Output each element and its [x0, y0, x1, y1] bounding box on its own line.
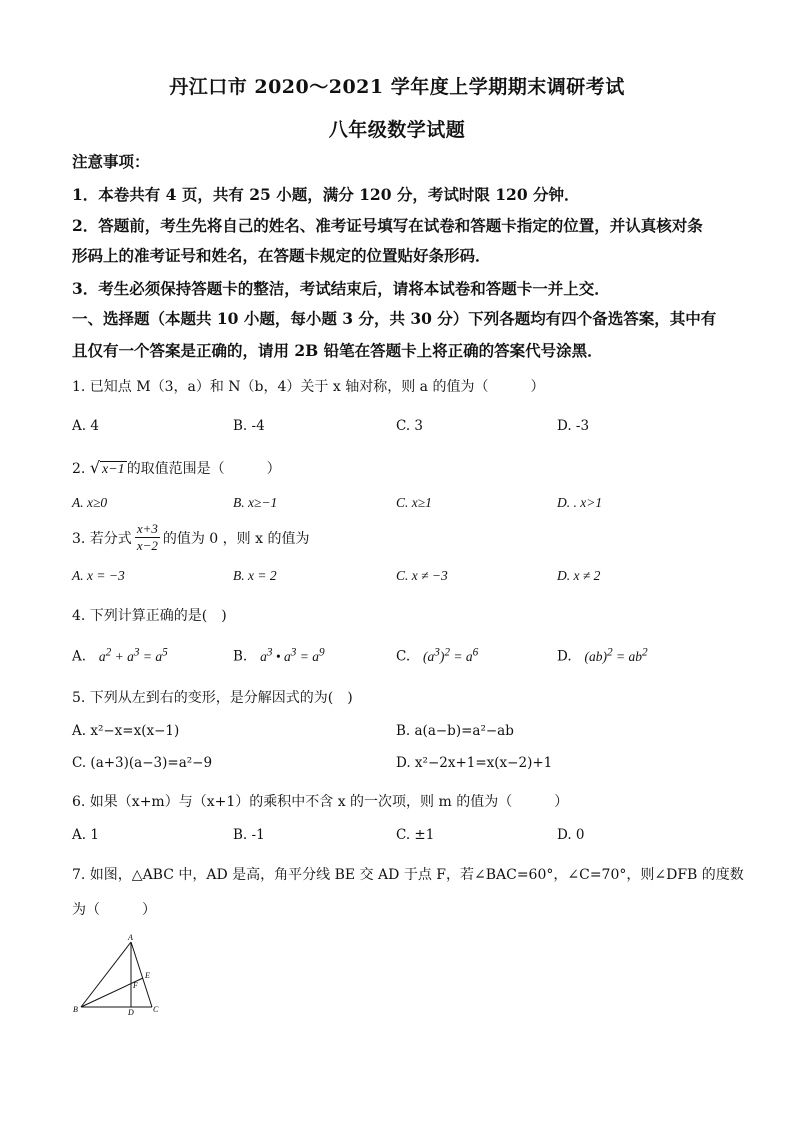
exam-subtitle: 八年级数学试题 [328, 119, 466, 141]
term: = a [139, 648, 163, 664]
exponent: 2 [607, 646, 613, 658]
exponent: 9 [318, 646, 325, 658]
term: = ab [612, 648, 643, 664]
question-5-stem: 5. 下列从左到右的变形，是分解因式的为( ) [72, 690, 353, 706]
side-ab [81, 942, 131, 1007]
q3-option-a: A. x = −3 [72, 568, 125, 583]
exponent: 2 [642, 646, 648, 658]
option-label: D. [557, 648, 572, 665]
term: + a [111, 648, 134, 664]
triangle-figure [70, 932, 170, 1022]
q2-suffix: 的取值范围是（ ） [126, 461, 281, 477]
exam-title: 丹江口市 2020～2021 学年度上学期期末调研考试 [169, 76, 625, 98]
q5-option-c: C. (a+3)(a−3)=a²−9 [72, 755, 213, 771]
q5-option-a: A. x²−x=x(x−1) [72, 723, 180, 739]
exponent: 3 [434, 646, 440, 658]
notes-heading: 注意事项： [72, 152, 150, 171]
label-b: B [73, 1005, 78, 1014]
q4-option-a [72, 646, 168, 665]
exponent: 5 [162, 646, 168, 658]
exponent: 6 [472, 646, 479, 658]
q5-option-d: D. x²−2x+1=x(x−2)+1 [396, 755, 553, 771]
q3-option-c: C. x ≠ −3 [396, 568, 448, 583]
term: = a [450, 648, 473, 664]
q2-option-a: A. x≥0 [72, 495, 108, 510]
term: (a [423, 648, 435, 664]
q2-option-d: D. . x>1 [557, 495, 603, 510]
exponent: 2 [105, 646, 112, 658]
q4-option-d [557, 646, 648, 665]
question-2-stem [72, 458, 281, 478]
label-e: E [145, 971, 150, 980]
question-6-stem: 6. 如果（x+m）与（x+1）的乘积中不含 x 的一次项，则 m 的值为（ ） [72, 794, 569, 810]
q5-option-b: B. a(a−b)=a²−ab [396, 723, 514, 739]
question-1-stem: 1. 已知点 M（3，a）和 N（b，4）关于 x 轴对称，则 a 的值为（ ） [72, 379, 545, 395]
option-label: A. [72, 648, 87, 665]
q4-option-b [233, 646, 325, 665]
section-heading: 一、选择题（本题共 10 小题，每小题 3 分，共 30 分）下列各题均有四个备选答案，其中有 [72, 309, 717, 328]
option-label: B. [233, 648, 248, 665]
q2-number: 2. [72, 461, 86, 477]
exponent: 3 [290, 646, 297, 658]
term: = a [296, 648, 319, 664]
label-a: A [128, 933, 133, 942]
note-item: 2．答题前，考生先将自己的姓名、准考证号填写在试卷和答题卡指定的位置，并认真核对条 [72, 216, 703, 235]
q2-option-b: B. x≥−1 [233, 495, 278, 510]
q3-suffix: 的值为 0 ，则 x 的值为 [162, 530, 310, 547]
question-7-stem: 7. 如图，△ABC 中，AD 是高，角平分线 BE 交 AD 于点 F，若∠BAC=60°，∠C=70°，则∠DFB 的度数 [72, 867, 744, 883]
section-heading-cont: 且仅有一个答案是正确的，请用 2B 铅笔在答题卡上将正确的答案代号涂黑． [72, 341, 603, 360]
note-item: 1．本卷共有 4 页，共有 25 小题，满分 120 分，考试时限 120 分钟． [72, 185, 580, 204]
note-item: 3．考生必须保持答题卡的整洁，考试结束后，请将本试卷和答题卡一并上交． [72, 279, 610, 298]
label-d: D [128, 1008, 134, 1017]
q6-option-b: B. -1 [233, 827, 265, 843]
q1-option-b: B. -4 [233, 418, 265, 434]
q1-option-d: D. -3 [557, 418, 590, 434]
q6-option-d: D. 0 [557, 827, 585, 843]
exponent: 3 [266, 646, 273, 658]
term: (ab) [584, 648, 608, 664]
q6-option-c: C. ±1 [396, 827, 435, 843]
q3-prefix: 3. 若分式 [72, 530, 132, 547]
q2-option-c: C. x≥1 [396, 495, 432, 510]
label-c: C [153, 1005, 159, 1014]
fraction [135, 521, 160, 554]
term: ) [439, 648, 445, 664]
label-f: F [133, 981, 138, 990]
q3-option-d: D. x ≠ 2 [557, 568, 601, 583]
note-item: 形码上的准考证号和姓名，在答题卡规定的位置贴好条形码． [72, 246, 491, 265]
fraction-numerator: x+3 [136, 521, 158, 536]
q3-option-b: B. x = 2 [233, 568, 277, 583]
term: • a [272, 648, 291, 664]
q2-radicand: x−1 [102, 462, 125, 477]
q1-option-a: A. 4 [72, 418, 99, 434]
question-7-stem-cont: 为（ ） [72, 902, 156, 918]
fraction-denominator: x−2 [136, 538, 158, 553]
question-4-stem: 4. 下列计算正确的是( ) [72, 608, 227, 624]
term: a [98, 648, 106, 664]
q6-option-a: A. 1 [72, 827, 99, 843]
sqrt-sign: √ [89, 458, 101, 477]
exponent: 3 [133, 646, 140, 658]
q1-option-c: C. 3 [396, 418, 424, 434]
term: a [260, 648, 267, 664]
question-3-stem [72, 521, 309, 554]
exponent: 2 [444, 646, 451, 658]
option-label: C. [396, 648, 411, 665]
q4-option-c [396, 646, 478, 665]
